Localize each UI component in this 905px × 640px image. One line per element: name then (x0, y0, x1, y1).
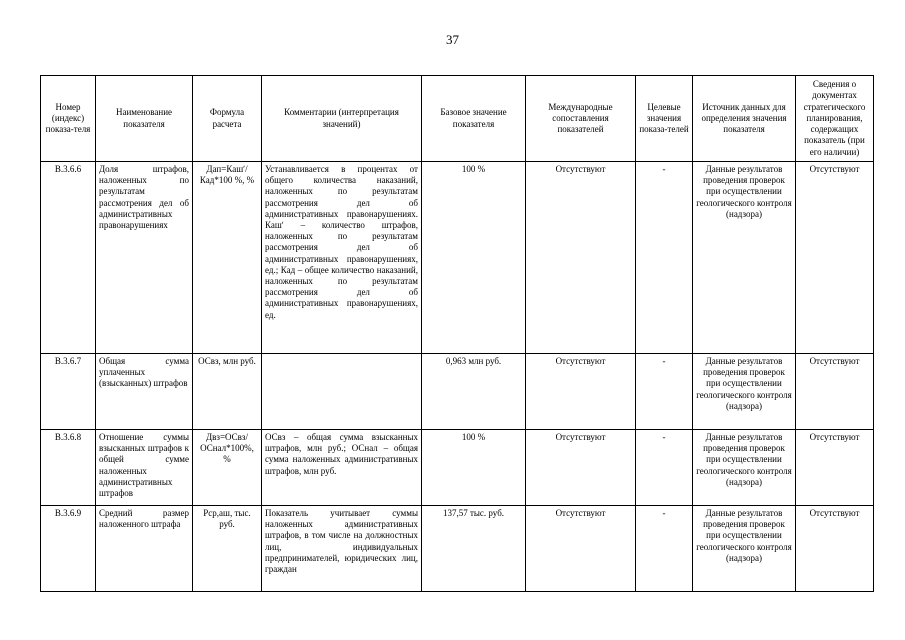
header-cell-name: Наименование показателя (96, 76, 193, 162)
cell-name: Общая сумма уплаченных (взысканных) штрафов (96, 354, 193, 430)
cell-comments: ОСвз – общая сумма взысканных штрафов, млн руб.; ОСнал – общая сумма наложенных административных штрафов, млн руб. (262, 430, 422, 506)
header-cell-source: Источник данных для определения значения показателя (693, 76, 796, 162)
cell-formula: Дап=Кашʹ/Кад*100 %, % (193, 162, 262, 354)
header-cell-base-value: Базовое значение показателя (422, 76, 526, 162)
cell-base-value: 137,57 тыс. руб. (422, 506, 526, 592)
cell-target: - (636, 162, 693, 354)
cell-formula: Рср,аш, тыс. руб. (193, 506, 262, 592)
cell-index: В.3.6.8 (41, 430, 96, 506)
table-header-row (41, 76, 874, 162)
cell-base-value: 100 % (422, 430, 526, 506)
header-cell-target: Целевые значения показа-телей (636, 76, 693, 162)
header-cell-international: Международные сопоставления показателей (526, 76, 636, 162)
cell-comments (262, 354, 422, 430)
cell-name: Отношение суммы взысканных штрафов к общей сумме наложенных административных штрафов (96, 430, 193, 506)
cell-formula: Двз=ОСвз/ОСнал*100%, % (193, 430, 262, 506)
cell-name: Доля штрафов, наложенных по результатам рассмотрения дел об административных правонарушениях (96, 162, 193, 354)
cell-base-value: 0,963 млн руб. (422, 354, 526, 430)
cell-source: Данные результатов проведения проверок при осуществлении геологического контроля (надзора) (693, 162, 796, 354)
table-row (41, 506, 874, 592)
cell-source: Данные результатов проведения проверок при осуществлении геологического контроля (надзора) (693, 430, 796, 506)
page-number: 37 (446, 32, 459, 47)
cell-target: - (636, 354, 693, 430)
cell-international: Отсутствуют (526, 162, 636, 354)
cell-base-value: 100 % (422, 162, 526, 354)
cell-source: Данные результатов проведения проверок при осуществлении геологического контроля (надзора) (693, 506, 796, 592)
cell-documents: Отсутствуют (796, 506, 874, 592)
cell-index: В.3.6.9 (41, 506, 96, 592)
cell-international: Отсутствуют (526, 506, 636, 592)
header-cell-documents: Сведения о документах стратегического планирования, содержащих показатель (при его наличии) (796, 76, 874, 162)
cell-comments: Устанавливается в процентах от общего количества наказаний, наложенных по результатам рассмотрения дел об административных правонарушениях. Кашʹ – количество штрафов, наложенных по результатам рассмотрения дел об административных правонарушениях, ед.; Кад – общее количество наказаний, наложенных по результатам рассмотрения дел об административных правонарушениях, ед. (262, 162, 422, 354)
cell-index: В.3.6.6 (41, 162, 96, 354)
table-row (41, 430, 874, 506)
cell-formula: ОСвз, млн руб. (193, 354, 262, 430)
cell-documents: Отсутствуют (796, 430, 874, 506)
indicators-table (40, 75, 874, 592)
cell-target: - (636, 506, 693, 592)
cell-international: Отсутствуют (526, 430, 636, 506)
cell-target: - (636, 430, 693, 506)
header-cell-formula: Формула расчета (193, 76, 262, 162)
table-row (41, 162, 874, 354)
header-cell-index: Номер (индекс) показа-теля (41, 76, 96, 162)
cell-index: В.3.6.7 (41, 354, 96, 430)
cell-international: Отсутствуют (526, 354, 636, 430)
header-cell-comments: Комментарии (интерпретация значений) (262, 76, 422, 162)
cell-source: Данные результатов проведения проверок при осуществлении геологического контроля (надзора) (693, 354, 796, 430)
cell-comments: Показатель учитывает суммы наложенных административных штрафов, в том числе на должностных лиц, индивидуальных предпринимателей, юридических лиц, граждан (262, 506, 422, 592)
cell-documents: Отсутствуют (796, 354, 874, 430)
table-row (41, 354, 874, 430)
cell-documents: Отсутствуют (796, 162, 874, 354)
cell-name: Средний размер наложенного штрафа (96, 506, 193, 592)
